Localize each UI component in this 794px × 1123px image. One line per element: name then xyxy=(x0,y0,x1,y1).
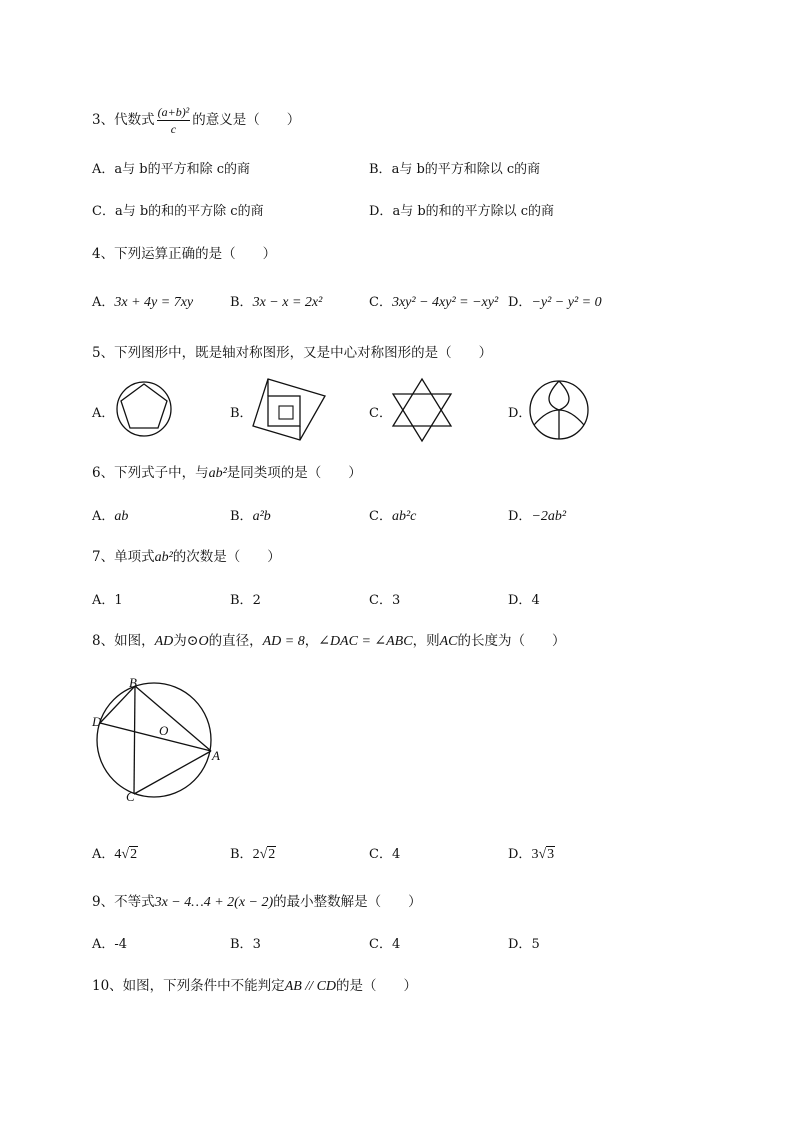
q7-option-d[interactable]: D．4 xyxy=(508,593,540,608)
q4-option-c[interactable]: C．3xy² − 4xy² = −xy² xyxy=(369,295,499,310)
q9-option-b[interactable]: B．3 xyxy=(230,937,261,952)
segment-bc xyxy=(134,686,135,794)
q3-option-c[interactable]: C．a与 b的和的平方除 c的商 xyxy=(92,204,264,219)
q9-option-a[interactable]: A．-4 xyxy=(92,937,128,952)
q6-option-a[interactable]: A．ab xyxy=(92,509,129,524)
q4-option-a[interactable]: A．3x + 4y = 7xy xyxy=(92,295,194,310)
label-b: B xyxy=(129,675,137,690)
segment-ca xyxy=(134,751,211,794)
q4-option-b[interactable]: B．3x − x = 2x² xyxy=(230,295,323,310)
question-9-stem: 9、不等式3x − 4…4 + 2(x − 2)的最小整数解是（ ） xyxy=(92,894,422,910)
q5-option-b-label[interactable]: B． xyxy=(230,406,253,421)
question-4-stem: 4、下列运算正确的是（ ） xyxy=(92,246,277,262)
question-5-stem: 5、下列图形中，既是轴对称图形，又是中心对称图形的是（ ） xyxy=(92,345,493,361)
circle-o xyxy=(97,683,211,797)
q3-option-d[interactable]: D．a与 b的和的平方除以 c的商 xyxy=(369,204,555,219)
question-7-stem: 7、单项式ab²的次数是（ ） xyxy=(92,549,281,565)
q5-option-d-label[interactable]: D． xyxy=(508,406,532,421)
q7-option-c[interactable]: C．3 xyxy=(369,593,401,608)
circle-geometry-figure xyxy=(88,672,228,812)
circle-three-arcs-icon[interactable] xyxy=(529,380,591,442)
label-c: C xyxy=(126,789,135,804)
q6-option-c[interactable]: C．ab²c xyxy=(369,509,417,524)
segment-db xyxy=(100,686,135,723)
six-pointed-star-icon[interactable] xyxy=(391,378,453,442)
label-a: A xyxy=(212,748,220,763)
label-o: O xyxy=(159,723,169,738)
q5-option-c-label[interactable]: C． xyxy=(369,406,392,421)
question-3-stem: 3、代数式 $\frac{\text{(a+b)²}}{c}$ 的意义是（ ） xyxy=(92,105,301,136)
q6-option-b[interactable]: B．a²b xyxy=(230,509,271,524)
q9-option-d[interactable]: D．5 xyxy=(508,937,540,952)
question-10-stem: 10、如图，下列条件中不能判定AB // CD的是（ ） xyxy=(92,978,418,994)
q7-option-b[interactable]: B．2 xyxy=(230,593,261,608)
q8-option-d[interactable]: D．3√3 xyxy=(508,847,555,862)
q6-option-d[interactable]: D．−2ab² xyxy=(508,509,567,524)
q8-option-b[interactable]: B．2√2 xyxy=(230,847,276,862)
q8-option-a[interactable]: A．4√2 xyxy=(92,847,138,862)
q8-option-c[interactable]: C．4 xyxy=(369,847,401,862)
q3-option-b[interactable]: B．a与 b的平方和除以 c的商 xyxy=(369,162,541,177)
question-6-stem: 6、下列式子中，与ab²是同类项的是（ ） xyxy=(92,465,362,481)
circle-inscribed-pentagon-icon[interactable] xyxy=(115,380,175,440)
fraction: $\frac{\text{(a+b)²}}{c}$ xyxy=(157,105,190,136)
q7-option-a[interactable]: A．1 xyxy=(92,593,123,608)
q4-option-d[interactable]: D．−y² − y² = 0 xyxy=(508,295,602,310)
q5-option-a-label[interactable]: A． xyxy=(92,406,115,421)
nested-squares-icon[interactable] xyxy=(252,378,327,442)
q9-option-c[interactable]: C．4 xyxy=(369,937,401,952)
label-d: D xyxy=(92,714,102,729)
q3-option-a[interactable]: A．a与 b的平方和除 c的商 xyxy=(92,162,251,177)
question-8-stem: 8、如图，AD为⊙O的直径，AD = 8，∠DAC = ∠ABC，则AC的长度为（ ） xyxy=(92,633,566,649)
